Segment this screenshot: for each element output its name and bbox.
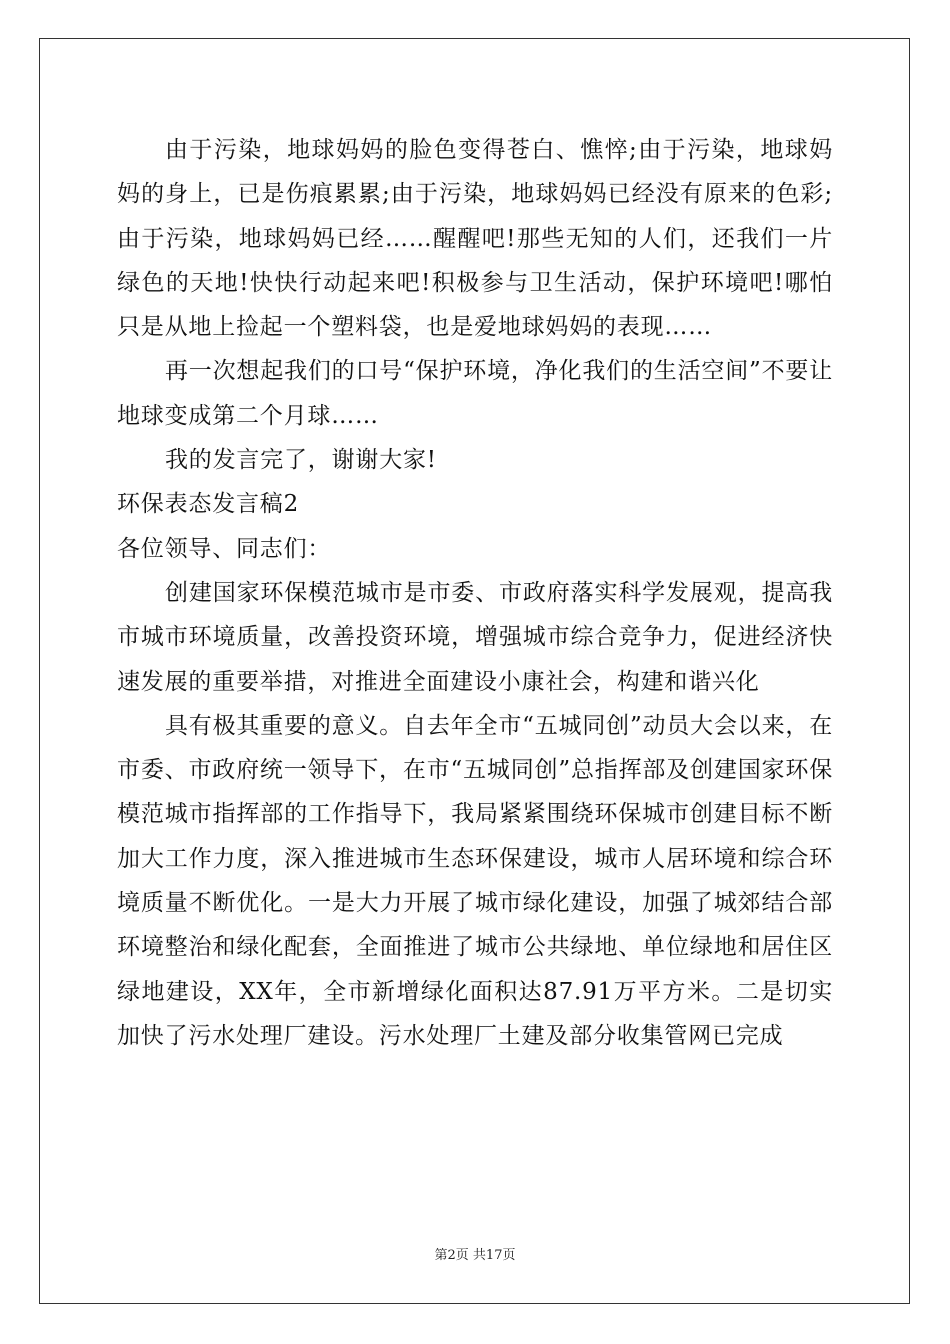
- paragraph-pollution: 由于污染，地球妈妈的脸色变得苍白、憔悴;由于污染，地球妈妈的身上，已是伤痕累累;由于污染，地球妈妈已经没有原来的色彩;由于污染，地球妈妈已经……醒醒吧!那些无知的人们，还我们一片绿色的天地!快快行动起来吧!积极参与卫生活动，保护环境吧!哪怕只是从地上捡起一个塑料袋，也是爱地球妈妈的表现……: [117, 137, 833, 341]
- document-body: [117, 128, 833, 1058]
- page-footer: 第2页 共17页: [434, 1248, 516, 1263]
- paragraph-closing: 我的发言完了，谢谢大家!: [165, 447, 437, 474]
- paragraph-slogan: 再一次想起我们的口号“保护环境，净化我们的生活空间”不要让地球变成第二个月球……: [117, 358, 833, 429]
- paragraph-significance: 具有极其重要的意义。自去年全市“五城同创”动员大会以来，在市委、市政府统一领导下，在市“五城同创”总指挥部及创建国家环保模范城市指挥部的工作指导下，我局紧紧围绕环保城市创建目标不断加大工作力度，深入推进城市生态环保建设，城市人居环境和综合环境质量不断优化。一是大力开展了城市绿化建设，加强了城郊结合部环境整治和绿化配套，全面推进了城市公共绿地、单位绿地和居住区绿地建设，XX年，全市新增绿化面积达87.91万平方米。二是切实加快了污水处理厂建设。污水处理厂土建及部分收集管网已完成: [117, 712, 833, 1049]
- paragraph-model-city: 创建国家环保模范城市是市委、市政府落实科学发展观，提高我市城市环境质量，改善投资环境，增强城市综合竞争力，促进经济快速发展的重要举措，对推进全面建设小康社会，构建和谐兴化: [117, 579, 833, 695]
- section-title: 环保表态发言稿2: [117, 491, 300, 518]
- salutation: 各位领导、同志们：: [117, 535, 332, 562]
